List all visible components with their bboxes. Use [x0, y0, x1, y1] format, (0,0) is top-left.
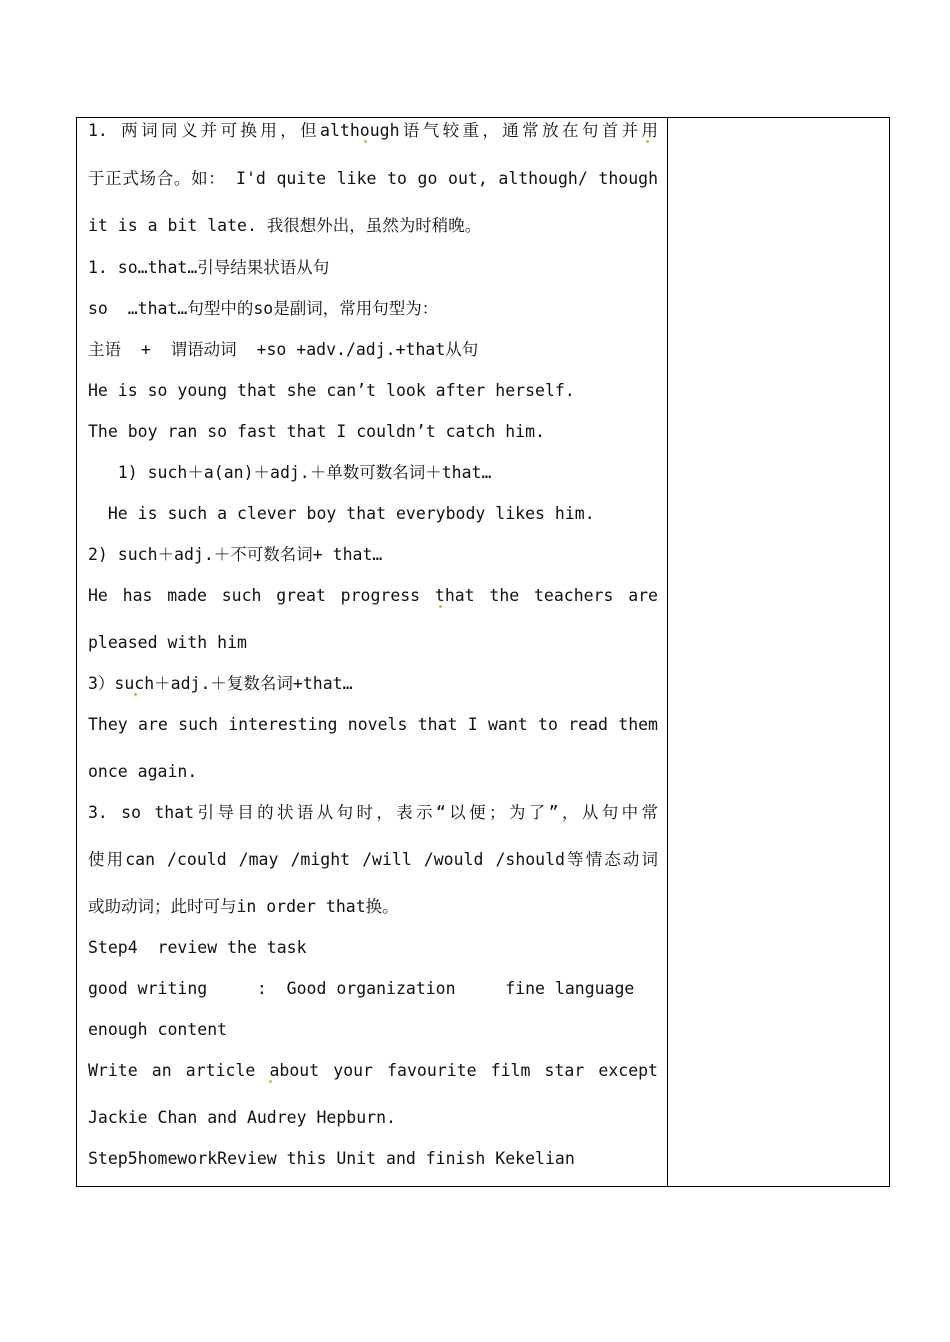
text-line: 1. 两词同义并可换用，但although语气较重，通常放在句首并用: [88, 121, 658, 140]
text-line: 3. so that引导目的状语从句时，表示“以便；为了”，从句中常: [88, 803, 658, 822]
text-line: 使用can /could /may /might /will /would /should等情态动词: [88, 850, 658, 869]
text-line: The boy ran so fast that I couldn’t catch him.: [88, 422, 545, 441]
text-line: 于正式场合。如： I'd quite like to go out, although/ though: [88, 169, 658, 188]
text-line: Write an article about your favourite film star except: [88, 1061, 658, 1080]
text-line: He has made such great progress that the teachers are: [88, 586, 658, 605]
text-line: pleased with him: [88, 633, 247, 652]
text-line: enough content: [88, 1020, 228, 1039]
text-line: He is so young that she can’t look after herself.: [88, 381, 575, 400]
text-line: so …that…句型中的so是副词，常用句型为：: [88, 299, 439, 318]
text-line: 2) such＋adj.＋不可数名词+ that…: [88, 545, 383, 564]
text-line: 3）such＋adj.＋复数名词+that…: [88, 674, 353, 693]
text-line: 主语 + 谓语动词 +so +adv./adj.+that从句: [88, 340, 479, 359]
text-line: 或助动词；此时可与in order that换。: [88, 897, 399, 916]
lesson-content-cell: [88, 118, 658, 1186]
text-line: Step5homeworkReview this Unit and finish Kekelian: [88, 1149, 575, 1168]
text-line: Jackie Chan and Audrey Hepburn.: [88, 1108, 396, 1127]
lesson-table: [76, 117, 890, 1187]
text-line: once again.: [88, 762, 198, 781]
scan-mark: [439, 605, 442, 608]
scan-mark: [646, 140, 649, 143]
text-line: They are such interesting novels that I want to read them: [88, 715, 658, 734]
text-line: 1) such＋a(an)＋adj.＋单数可数名词＋that…: [88, 463, 492, 482]
text-line: good writing : Good organization fine language: [88, 979, 635, 998]
scan-mark: [134, 693, 137, 696]
text-line: 1. so…that…引导结果状语从句: [88, 258, 330, 277]
text-line: it is a bit late. 我很想外出，虽然为时稍晚。: [88, 216, 482, 235]
notes-cell: [668, 118, 889, 1186]
text-line: He is such a clever boy that everybody likes him.: [88, 504, 595, 523]
scan-mark: [269, 1080, 272, 1083]
scan-mark: [364, 140, 367, 143]
text-line: Step4 review the task: [88, 938, 307, 957]
